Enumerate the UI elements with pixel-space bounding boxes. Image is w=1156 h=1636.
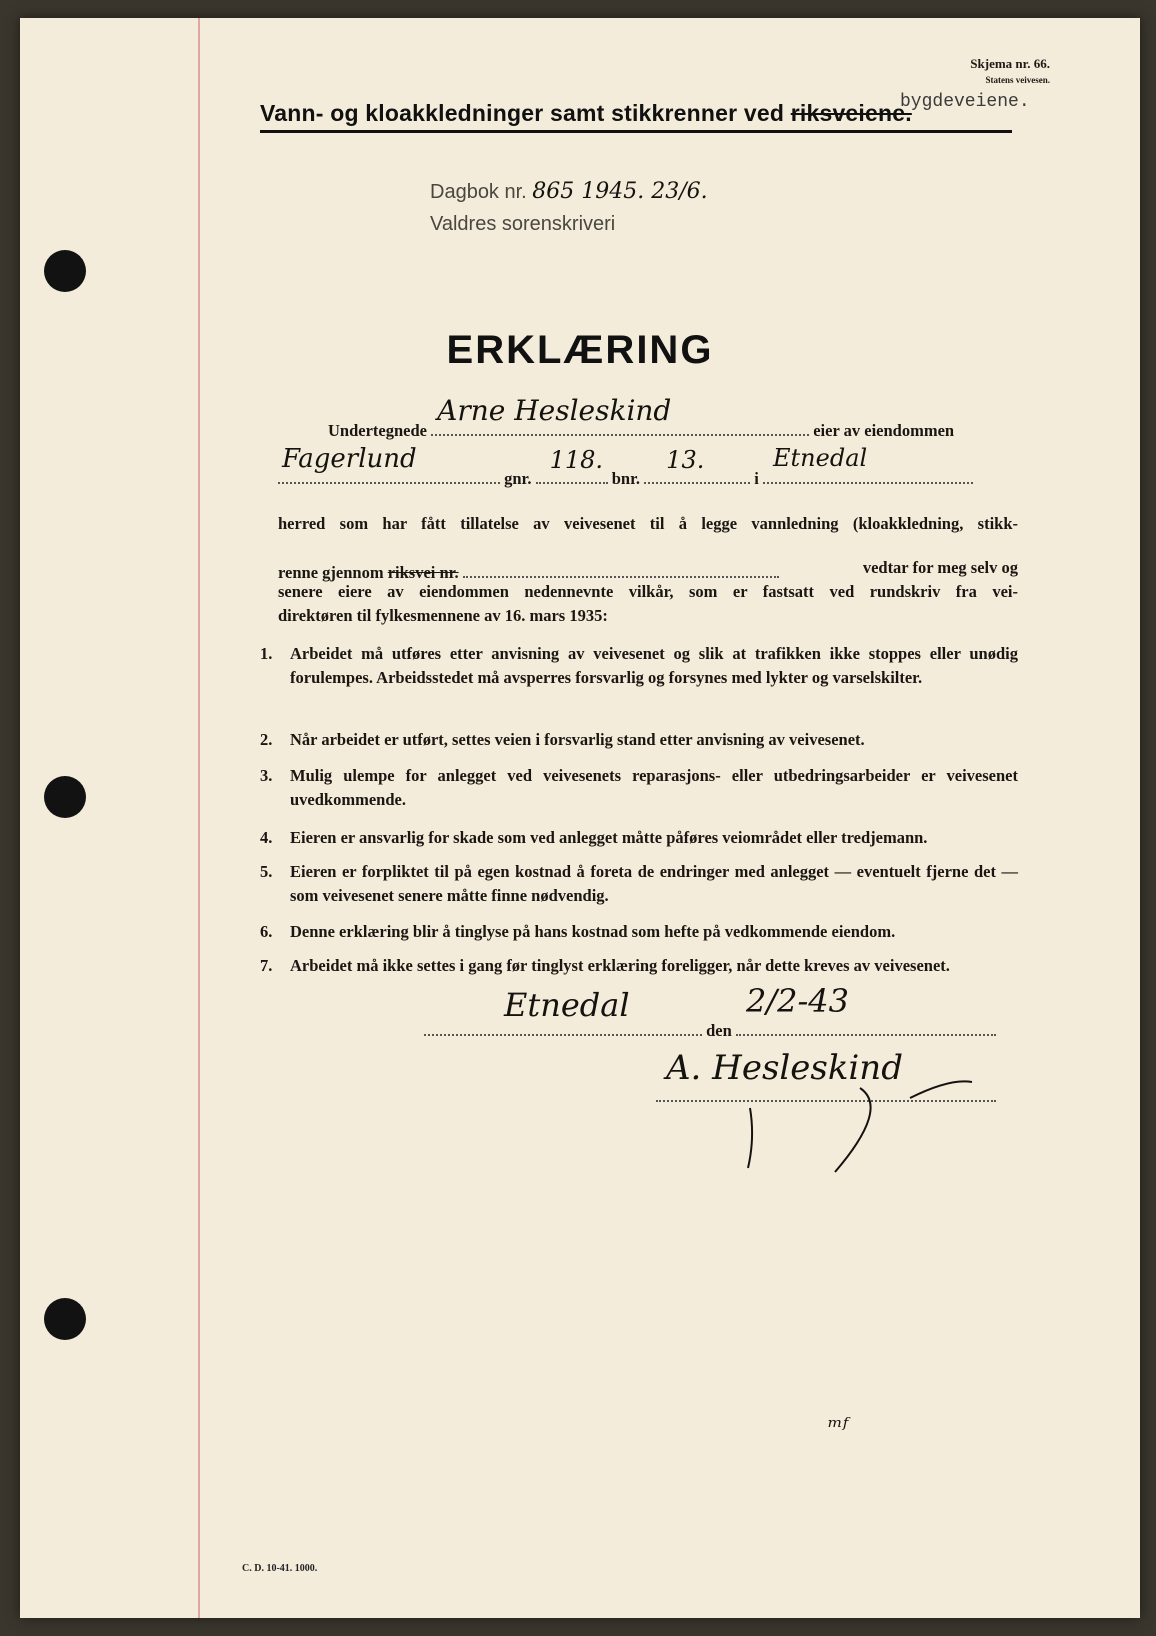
place-date-line xyxy=(424,982,996,1041)
property-name: Fagerlund xyxy=(282,444,417,474)
circular-line: direktøren til fylkesmennene av 16. mars 1935: xyxy=(278,606,608,625)
dagbok-label: Dagbok nr. xyxy=(430,181,527,203)
margin-rule xyxy=(198,18,200,1618)
road-line xyxy=(278,558,1018,583)
form-number xyxy=(970,56,1050,88)
road-field xyxy=(463,558,779,578)
terms-line: senere eiere av eiendommen nedennevnte vilkår, som er fastsatt ved rundskriv fra vei- xyxy=(278,582,1018,601)
condition-number: 5. xyxy=(260,862,273,881)
condition-number: 3. xyxy=(260,766,273,785)
condition-text: Arbeidet må utføres etter anvisning av veivesenet og slik at trafikken ikke stoppes eller unødig forulempes. Arbeidsstedet må avsperres forsvarlig og forsynes med lykter og varselskilter. xyxy=(290,644,1018,687)
undersigned-name: Arne Hesleskind xyxy=(437,394,672,427)
municipality-name: Etnedal xyxy=(773,444,868,472)
condition-text: Eieren er ansvarlig for skade som ved anlegget måtte påføres veiområdet eller tredjemann. xyxy=(290,828,928,847)
condition-item xyxy=(260,764,1018,812)
condition-number: 1. xyxy=(260,644,273,663)
gnr-field xyxy=(536,446,608,484)
condition-item xyxy=(260,860,1018,908)
agency-name: Statens veivesen. xyxy=(985,75,1050,85)
condition-item xyxy=(260,826,1018,850)
signature-flourish xyxy=(740,1068,980,1178)
dagbok-number: 865 1945. 23/6. xyxy=(532,179,708,204)
condition-text: Arbeidet må ikke settes i gang før tinglyst erklæring foreligger, når dette kreves av veivesenet. xyxy=(290,956,950,975)
condition-item xyxy=(260,920,1018,944)
heading-correction: bygdeveiene. xyxy=(900,92,1030,112)
registry-stamp xyxy=(430,176,708,240)
print-code: C. D. 10-41. 1000. xyxy=(242,1563,318,1574)
permission-line: herred som har fått tillatelse av veivesenet til å legge vannledning (kloakkledning, stikk- xyxy=(278,514,1018,533)
commit-text: vedtar for meg selv og xyxy=(862,558,1018,577)
owner-text: eier av eiendommen xyxy=(813,421,955,440)
form-heading xyxy=(260,100,912,127)
condition-text: Når arbeidet er utført, settes veien i forsvarlig stand etter anvisning av veivesenet. xyxy=(290,730,865,749)
condition-text: Denne erklæring blir å tinglyse på hans kostnad som hefte på vedkommende eiendom. xyxy=(290,922,896,941)
road-label: renne gjennom xyxy=(278,563,384,582)
undersigned-field xyxy=(431,394,809,436)
den-label: den xyxy=(706,1021,732,1040)
punch-hole xyxy=(44,250,86,292)
condition-number: 6. xyxy=(260,922,273,941)
gnr-label: gnr. xyxy=(504,469,532,488)
bnr-field xyxy=(644,446,750,484)
condition-item xyxy=(260,728,1018,752)
gnr-value: 118. xyxy=(549,446,604,474)
bnr-value: 13. xyxy=(666,446,705,474)
heading-struck-text: riksveiene. xyxy=(790,100,912,126)
punch-hole xyxy=(44,1298,86,1340)
road-struck: riksvei nr. xyxy=(387,563,459,582)
condition-text: Eieren er forpliktet til på egen kostnad å foreta de endringer med anlegget — eventuelt fjerne det — som veivesenet senere måtte finne nødvendig. xyxy=(290,862,1018,905)
condition-number: 4. xyxy=(260,828,273,847)
date-field xyxy=(736,982,996,1036)
punch-hole xyxy=(44,776,86,818)
court-office: Valdres sorenskriveri xyxy=(430,213,616,235)
condition-text: Mulig ulempe for anlegget ved veivesenets reparasjons- eller utbedringsarbeider er veivesenet uvedkommende. xyxy=(290,766,1018,809)
bnr-label: bnr. xyxy=(611,469,641,488)
document-title: ERKLÆRING xyxy=(446,328,714,372)
condition-number: 7. xyxy=(260,956,273,975)
i-label: i xyxy=(754,469,759,488)
margin-mark: ᵐᶠ xyxy=(828,1413,849,1441)
dagbok-line xyxy=(430,176,708,208)
document-page xyxy=(20,18,1140,1618)
signature-date: 2/2-43 xyxy=(745,982,849,1020)
heading-text: Vann- og kloakkledninger samt stikkrenner ved xyxy=(260,100,791,126)
signature-place: Etnedal xyxy=(504,986,630,1024)
heading-underline xyxy=(260,130,1012,133)
condition-item xyxy=(260,642,1018,690)
undersigned-label: Undertegnede xyxy=(328,421,427,440)
municipality-field xyxy=(763,444,973,484)
form-id: Skjema nr. 66. xyxy=(970,56,1050,71)
undersigned-line xyxy=(328,394,955,441)
property-field xyxy=(278,444,500,484)
condition-item xyxy=(260,954,1018,978)
signature-name: A. Hesleskind xyxy=(666,1048,903,1088)
property-line xyxy=(278,444,973,489)
place-field xyxy=(424,986,702,1036)
condition-number: 2. xyxy=(260,730,273,749)
